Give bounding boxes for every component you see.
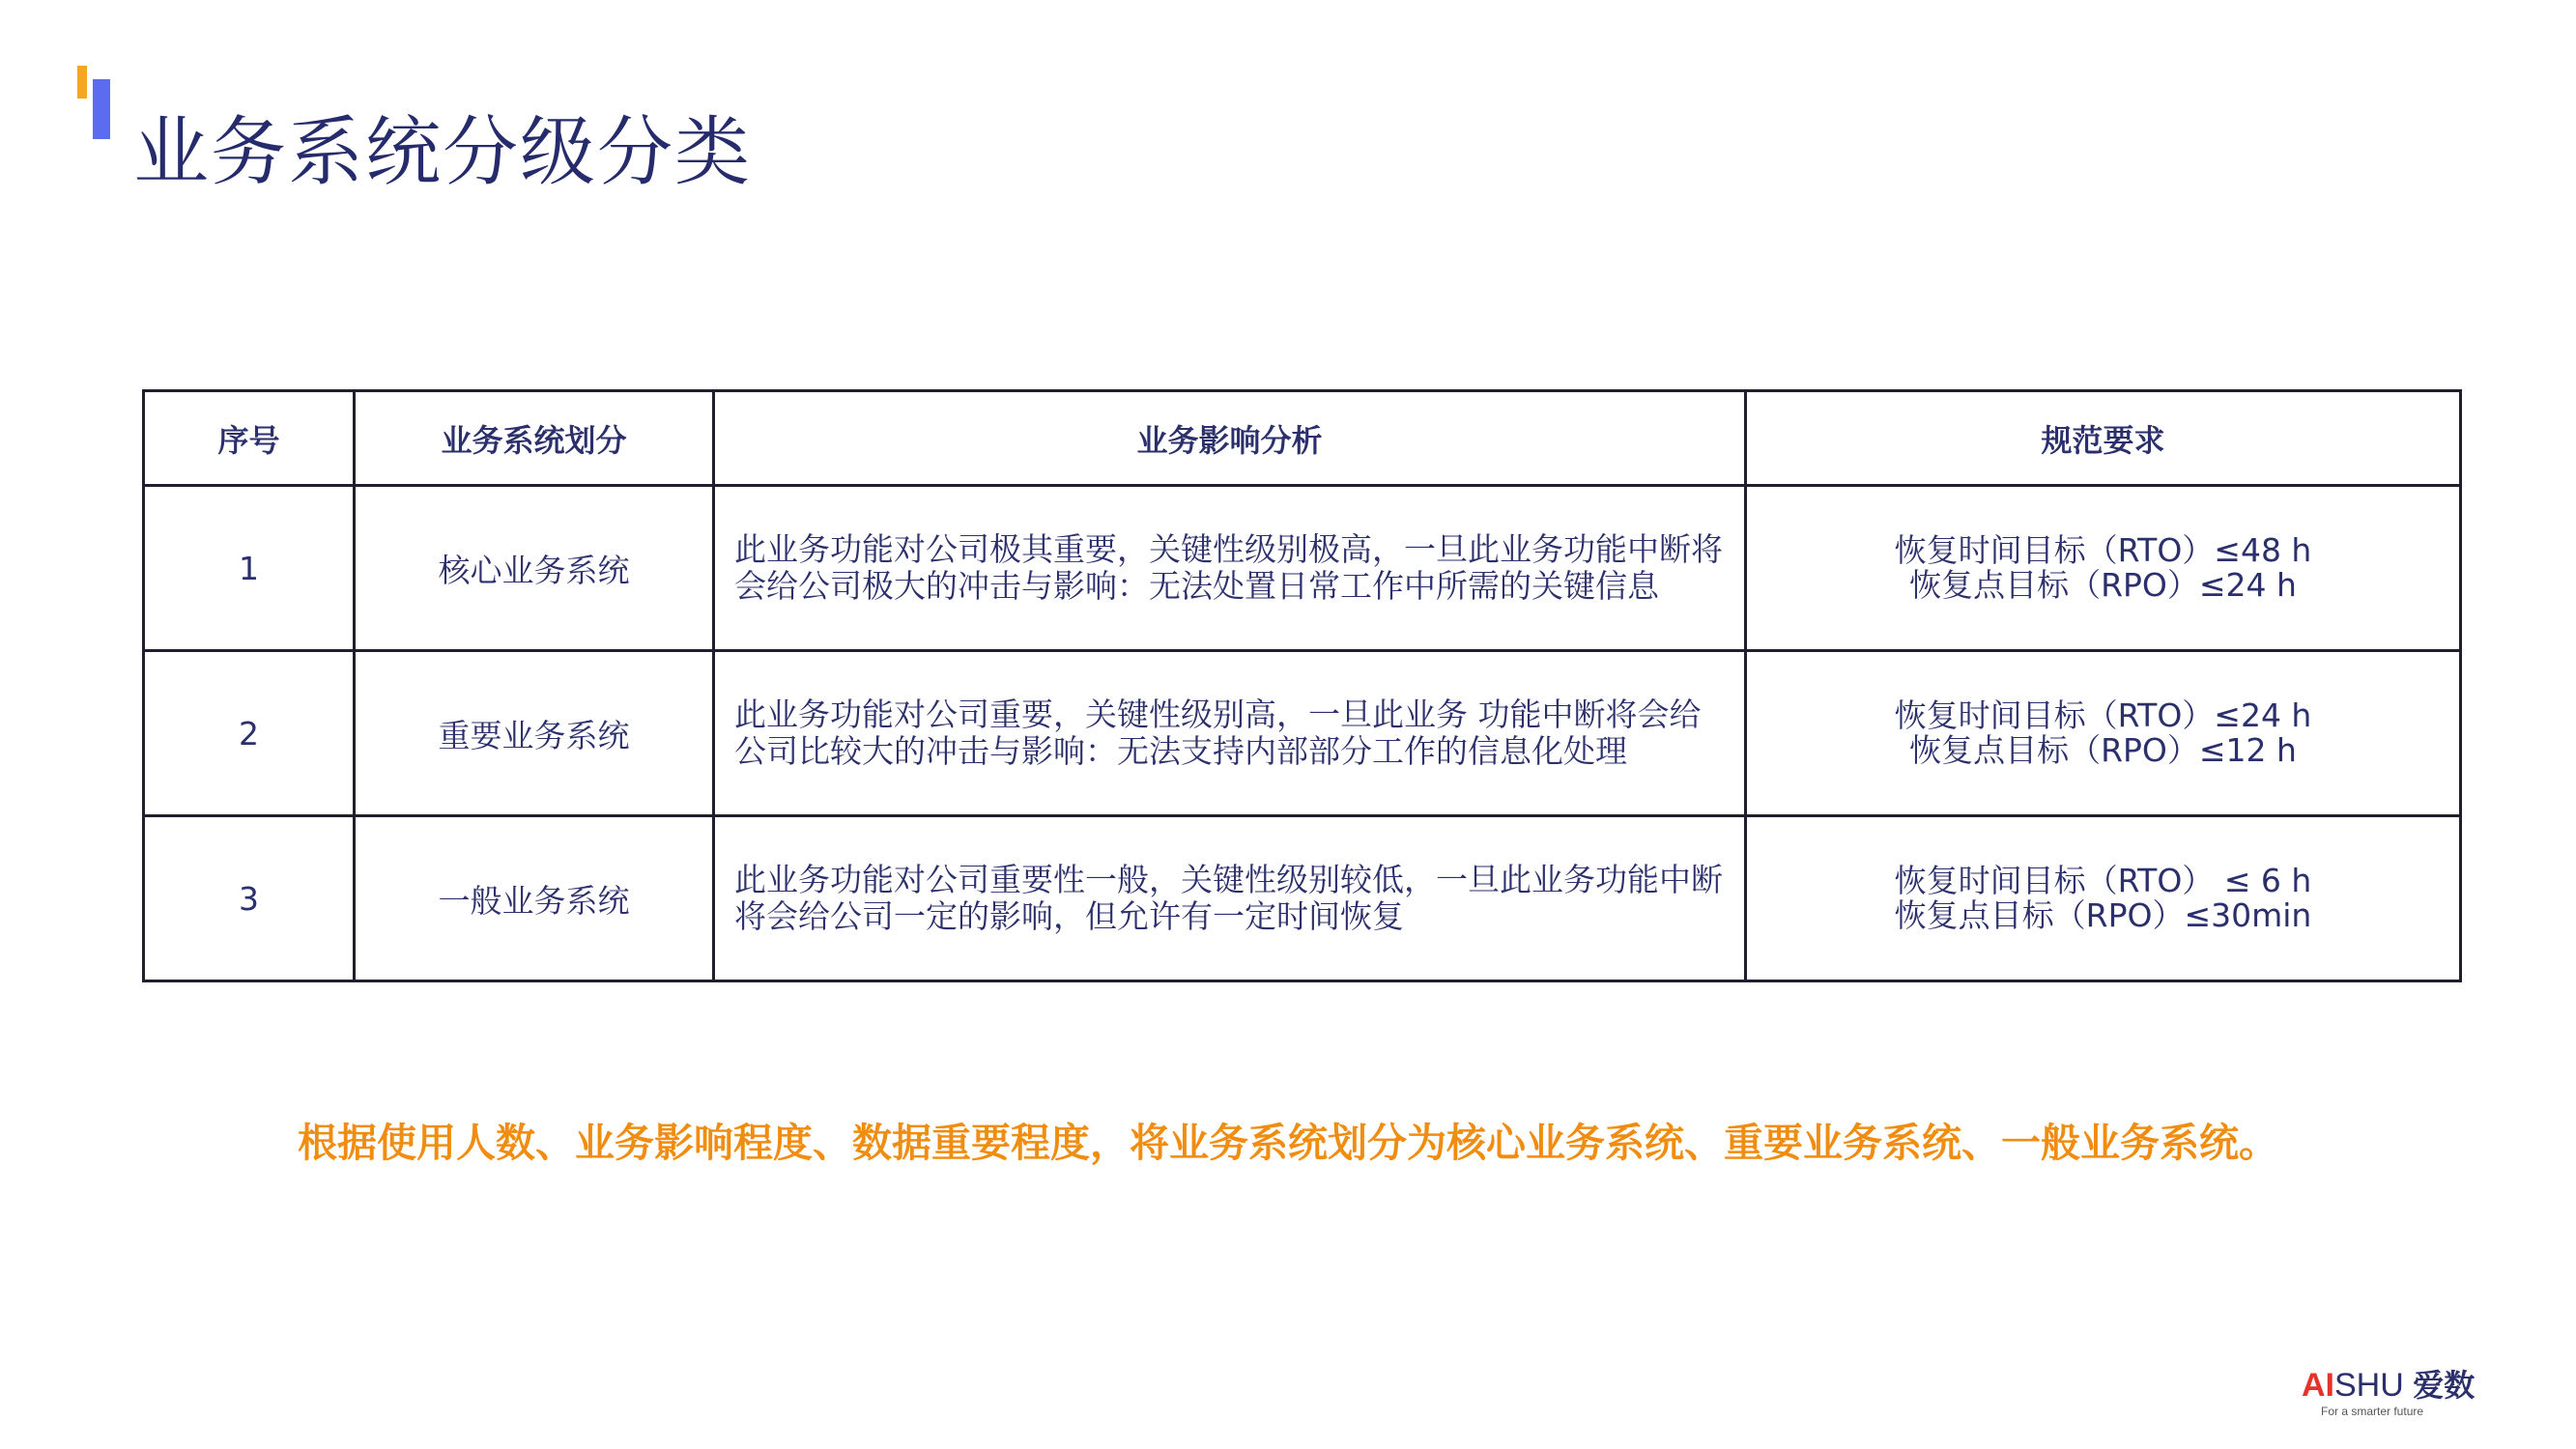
logo-ai-text: AI — [2302, 1367, 2334, 1404]
row-impact: 此业务功能对公司极其重要，关键性级别极高，一旦此业务功能中断将会给公司极大的冲击与影响：无法处置日常工作中所需的关键信息 — [714, 486, 1746, 651]
logo-wordmark — [2302, 1366, 2524, 1405]
row-system-name: 重要业务系统 — [355, 651, 714, 816]
column-header-impact-analysis: 业务影响分析 — [714, 391, 1746, 486]
row-impact: 此业务功能对公司重要，关键性级别高，一旦此业务 功能中断将会给公司比较大的冲击与影响：无法支持内部部分工作的信息化处理 — [714, 651, 1746, 816]
table-row — [144, 816, 2461, 981]
logo-cn-text: 爱数 — [2413, 1368, 2476, 1403]
row-requirements — [1746, 816, 2461, 981]
rpo-requirement: 恢复点目标（RPO）≤24 h — [1909, 566, 2297, 604]
rpo-requirement: 恢复点目标（RPO）≤30min — [1894, 896, 2312, 934]
row-index: 2 — [144, 651, 355, 816]
accent-bar-blue — [93, 79, 110, 139]
column-header-system-category: 业务系统划分 — [355, 391, 714, 486]
row-system-name: 一般业务系统 — [355, 816, 714, 981]
row-impact: 此业务功能对公司重要性一般，关键性级别较低，一旦此业务功能中断将会给公司一定的影响，但允许有一定时间恢复 — [714, 816, 1746, 981]
accent-bar-orange — [77, 66, 87, 99]
rpo-requirement: 恢复点目标（RPO）≤12 h — [1909, 731, 2297, 769]
title-accent-bar — [77, 66, 116, 139]
row-index: 3 — [144, 816, 355, 981]
logo-tagline: For a smarter future — [2321, 1405, 2424, 1418]
row-requirements — [1746, 486, 2461, 651]
rto-requirement: 恢复时间目标（RTO）≤48 h — [1894, 531, 2312, 569]
row-system-name: 核心业务系统 — [355, 486, 714, 651]
column-header-requirements: 规范要求 — [1746, 391, 2461, 486]
table-row — [144, 651, 2461, 816]
rto-requirement: 恢复时间目标（RTO）≤24 h — [1894, 696, 2312, 734]
summary-statement: 根据使用人数、业务影响程度、数据重要程度，将业务系统划分为核心业务系统、重要业务系统、一般业务系统。 — [298, 1120, 2278, 1166]
logo-shu-text: SHU — [2334, 1367, 2404, 1404]
table-row — [144, 486, 2461, 651]
page-title: 业务系统分级分类 — [133, 109, 753, 197]
company-logo — [2302, 1366, 2524, 1420]
column-header-index: 序号 — [144, 391, 355, 486]
rto-requirement: 恢复时间目标（RTO） ≤ 6 h — [1894, 862, 2312, 899]
grading-table — [142, 389, 2462, 982]
row-index: 1 — [144, 486, 355, 651]
row-requirements — [1746, 651, 2461, 816]
table-header-row — [144, 391, 2461, 486]
